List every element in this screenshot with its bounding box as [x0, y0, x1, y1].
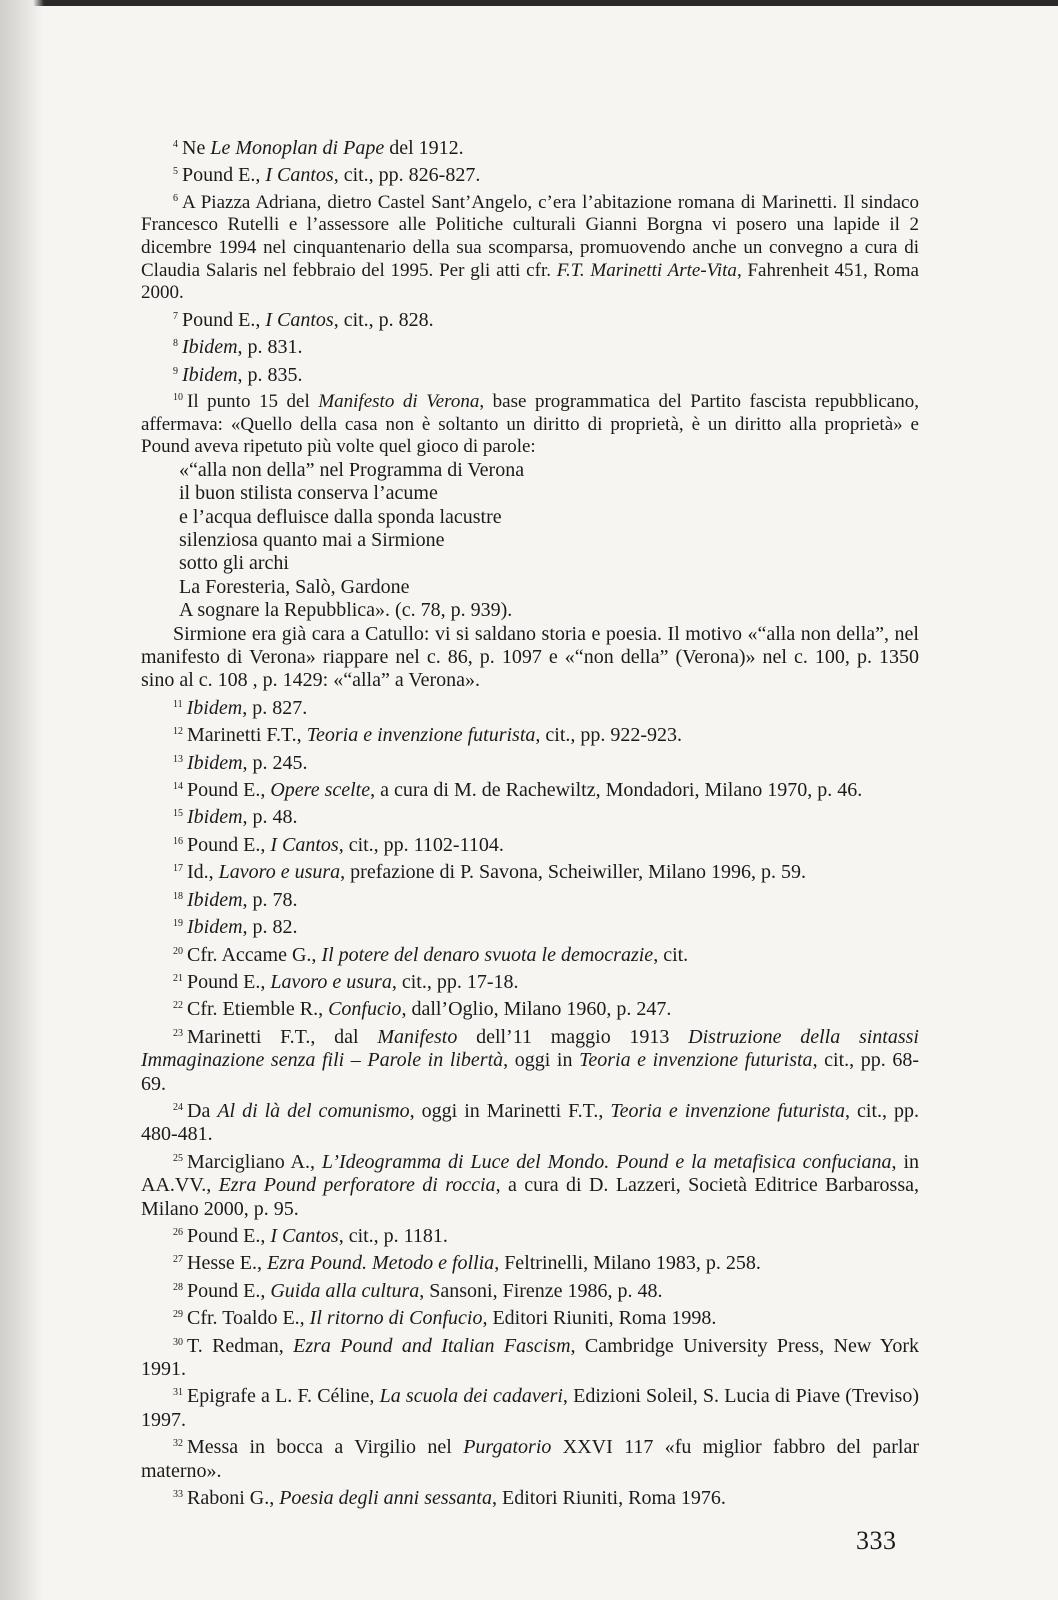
footnote-23	[141, 1022, 919, 1096]
footnote-text: Il punto 15 del Manifesto di Verona, base programmatica del Partito fascista repubblicano, affermava: «Quello della casa non è soltanto un diritto di proprietà, è un diritto alla proprietà» e Pound aveva ripetuto più volte quel gioco di parole:	[141, 391, 919, 458]
footnote-text: Ibidem, p. 831.	[182, 336, 303, 359]
footnote-17	[141, 857, 919, 884]
footnote-6	[141, 188, 919, 305]
poem-line: silenziosa quanto mai a Sirmione	[179, 529, 445, 551]
footnote-11	[141, 693, 919, 720]
footnote-4	[141, 133, 919, 160]
footnote-text: Da Al di là del comunismo, oggi in Marinetti F.T., Teoria e invenzione futurista, cit., pp. 480-481.	[141, 1099, 919, 1146]
footnote-number: 19	[173, 918, 183, 930]
footnote-text: Ibidem, p. 245.	[187, 751, 308, 774]
footnote-text: Hesse E., Ezra Pound. Metodo e follia, Feltrinelli, Milano 1983, p. 258.	[187, 1252, 761, 1275]
footnote-33	[141, 1483, 919, 1510]
footnote-21	[141, 967, 919, 994]
footnotes-block	[141, 133, 919, 1510]
footnote-text: Cfr. Accame G., Il potere del denaro svuota le democrazie, cit.	[187, 943, 689, 966]
footnote-number: 21	[173, 972, 183, 984]
footnote-number: 29	[173, 1309, 183, 1321]
footnote-text: Raboni G., Poesia degli anni sessanta, Editori Riuniti, Roma 1976.	[187, 1487, 726, 1510]
footnote-number: 31	[173, 1387, 183, 1399]
top-edge-rule	[0, 0, 1058, 6]
footnote-number: 17	[173, 863, 183, 875]
footnote-text: T. Redman, Ezra Pound and Italian Fascism, Cambridge University Press, New York 1991.	[141, 1334, 919, 1380]
footnote-number: 4	[173, 139, 178, 150]
footnote-13	[141, 748, 919, 775]
footnote-19	[141, 912, 919, 939]
footnote-text: Cfr. Etiemble R., Confucio, dall’Oglio, Milano 1960, p. 247.	[187, 998, 672, 1021]
footnote-text: Cfr. Toaldo E., Il ritorno di Confucio, Editori Riuniti, Roma 1998.	[187, 1307, 717, 1330]
footnote-number: 13	[173, 753, 183, 765]
footnote-27	[141, 1248, 919, 1275]
footnote-number: 28	[173, 1281, 183, 1293]
footnote-number: 26	[173, 1226, 183, 1238]
footnote-text: Ne Le Monoplan di Pape del 1912.	[182, 137, 464, 159]
footnote-number: 12	[173, 726, 183, 738]
poem-line: A sognare la Repubblica». (c. 78, p. 939).	[179, 599, 513, 622]
footnote-number: 32	[173, 1438, 183, 1450]
footnote-number: 24	[173, 1101, 183, 1113]
footnote-number: 23	[173, 1027, 183, 1039]
footnote-number: 22	[173, 1000, 183, 1012]
footnote-8	[141, 332, 919, 359]
quoted-poem	[141, 459, 919, 623]
footnote-text: Pound E., Lavoro e usura, cit., pp. 17-18.	[187, 970, 519, 993]
page-number: 333	[856, 1526, 897, 1555]
footnote-14	[141, 775, 919, 802]
footnote-text: A Piazza Adriana, dietro Castel Sant’Angelo, c’era l’abitazione romana di Marinetti. Il sindaco Francesco Rutelli e l’assessore alle Politiche culturali Gianni Borgna vi posero una lapide il 2 dicembre 1994 nel cinquantenario della sua scomparsa, promuovendo anche un convegno a cura di Claudia Salaris nel febbraio del 1995. Per gli atti cfr. F.T. Marinetti Arte-Vita, Fahrenheit 451, Roma 2000.	[141, 191, 919, 304]
footnote-text: Pound E., I Cantos, cit., pp. 826-827.	[182, 164, 481, 187]
footnote-text: Pound E., Opere scelte, a cura di M. de Rachewiltz, Mondadori, Milano 1970, p. 46.	[187, 779, 863, 802]
footnote-15	[141, 802, 919, 829]
footnote-text: Sirmione era già cara a Catullo: vi si saldano storia e poesia. Il motivo «“alla non della”, nel manifesto di Verona» riappare nel c. 86, p. 1097 e «“non della” (Verona)» nel c. 100, p. 1350 sino al c. 108 , p. 1429: «“alla” a Verona».	[141, 622, 919, 692]
binding-shadow	[0, 0, 44, 1600]
footnote-22	[141, 994, 919, 1021]
footnote-29	[141, 1303, 919, 1330]
footnote-text: Epigrafe a L. F. Céline, La scuola dei cadaveri, Edizioni Soleil, S. Lucia di Piave (Treviso) 1997.	[141, 1385, 920, 1431]
footnote-7	[141, 305, 919, 332]
footnote-number: 18	[173, 890, 183, 902]
footnote-text: Marcigliano A., L’Ideogramma di Luce del Mondo. Pound e la metafisica confuciana, in AA.VV., Ezra Pound perforatore di roccia, a cura di D. Lazzeri, Società Editrice Barbarossa, Milano 2000, p. 95.	[141, 1150, 920, 1220]
footnote-text: Ibidem, p. 827.	[186, 696, 308, 719]
poem-line: La Foresteria, Salò, Gardone	[179, 575, 410, 598]
footnote-text: Marinetti F.T., Teoria e invenzione futurista, cit., pp. 922-923.	[187, 724, 683, 747]
footnote-12	[141, 720, 919, 747]
footnote-number: 16	[173, 835, 183, 847]
footnote-16	[141, 830, 919, 857]
footnote-number: 20	[173, 945, 183, 957]
footnote-number: 30	[173, 1336, 183, 1348]
footnote-number: 25	[173, 1152, 183, 1164]
footnote-text: Ibidem, p. 48.	[187, 806, 298, 829]
footnote-text: Pound E., I Cantos, cit., p. 1181.	[187, 1224, 448, 1247]
footnote-number: 5	[173, 166, 178, 178]
footnote-9	[141, 360, 919, 387]
poem-line: «“alla non della” nel Programma di Verona	[179, 458, 525, 481]
footnote-text: Pound E., I Cantos, cit., p. 828.	[182, 308, 434, 331]
footnote-text: Ibidem, p. 78.	[187, 888, 298, 911]
footnote-text: Ibidem, p. 835.	[182, 363, 303, 386]
footnote-5	[141, 160, 919, 187]
footnote-number: 27	[173, 1254, 183, 1266]
footnote-number: 33	[173, 1489, 183, 1501]
footnote-10	[141, 387, 919, 459]
poem-line: sotto gli archi	[179, 552, 289, 575]
footnote-number: 11	[173, 698, 183, 710]
footnote-31	[141, 1381, 919, 1432]
footnote-20	[141, 940, 919, 967]
footnote-24	[141, 1096, 919, 1147]
footnote-30	[141, 1331, 919, 1382]
footnote-continuation	[141, 623, 919, 693]
footnote-28	[141, 1276, 919, 1303]
footnote-text: Marinetti F.T., dal Manifesto dell’11 maggio 1913 Distruzione della sintassi Immaginazione senza fili – Parole in libertà, oggi in Teoria e invenzione futurista, cit., pp. 68-69.	[141, 1025, 920, 1095]
footnote-text: Messa in bocca a Virgilio nel Purgatorio XXVI 117 «fu miglior fabbro del parlar materno».	[141, 1436, 919, 1482]
footnote-number: 15	[173, 808, 183, 820]
footnote-32	[141, 1432, 919, 1483]
footnote-18	[141, 885, 919, 912]
footnote-text: Pound E., Guida alla cultura, Sansoni, Firenze 1986, p. 48.	[187, 1279, 663, 1302]
poem-line: il buon stilista conserva l’acume	[179, 482, 438, 505]
footnote-number: 7	[173, 310, 178, 322]
footnote-number: 9	[173, 365, 178, 377]
footnote-number: 8	[173, 338, 178, 350]
poem-line: e l’acqua defluisce dalla sponda lacustre	[179, 505, 502, 528]
footnote-26	[141, 1221, 919, 1248]
footnote-25	[141, 1147, 919, 1221]
footnote-number: 6	[173, 192, 178, 204]
footnote-number: 10	[173, 392, 183, 403]
footnote-text: Pound E., I Cantos, cit., pp. 1102-1104.	[187, 833, 504, 856]
footnote-number: 14	[173, 781, 183, 793]
footnote-text: Ibidem, p. 82.	[187, 916, 298, 939]
footnote-text: Id., Lavoro e usura, prefazione di P. Savona, Scheiwiller, Milano 1996, p. 59.	[187, 861, 806, 884]
